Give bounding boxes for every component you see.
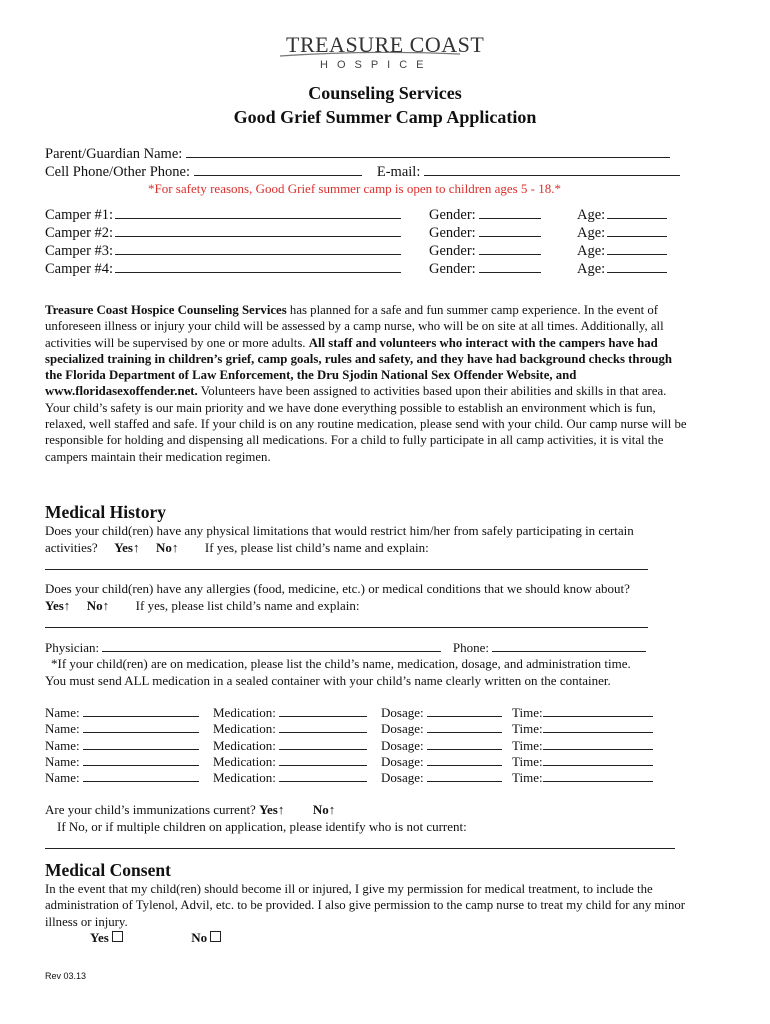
q2-yes[interactable]: Yes [45, 598, 64, 613]
camper-age-field[interactable] [607, 260, 667, 273]
camper-gender-label: Gender: [429, 261, 476, 277]
med-name-label: Name: [45, 705, 80, 720]
consent-text: In the event that my child(ren) should become ill or injured, I give my permission for medical treatment, to include the administration of Tylenol, Advil, etc. to be provided. I also give permission to the camp nurse to treat my child for any minor illness or injury. [45, 882, 685, 929]
q2-yes-marker[interactable]: ↑ [63, 598, 71, 613]
camper-age-field[interactable] [607, 206, 667, 219]
med-medication-label: Medication: [213, 770, 276, 786]
med-time-field[interactable] [543, 720, 653, 733]
camper-gender-field[interactable] [479, 206, 541, 219]
q1-activities: activities? [45, 540, 98, 555]
med-name-label: Name: [45, 770, 80, 786]
med-dosage-label: Dosage: [381, 770, 424, 786]
camper-gender-label: Gender: [429, 243, 476, 259]
logo [270, 28, 485, 76]
camper-age-label: Age: [577, 261, 606, 277]
consent-choices [90, 930, 221, 946]
med-note2: You must send ALL medication in a sealed container with your child’s name clearly written on the container. [45, 673, 611, 688]
med-name-field[interactable] [83, 720, 199, 733]
med-time-field[interactable] [543, 753, 653, 766]
camper-name-field[interactable] [115, 242, 401, 255]
camper-name-field[interactable] [115, 206, 401, 219]
med-time-label: Time: [512, 705, 543, 720]
camper-label: Camper #1: [45, 207, 114, 223]
q1-yes-marker[interactable]: ↑ [132, 540, 140, 555]
physician-phone-field[interactable] [492, 639, 646, 652]
safety-note: *For safety reasons, Good Grief summer camp is open to children ages 5 - 18.* [148, 181, 562, 196]
immunization-question: Are your child’s immunizations current? [45, 802, 256, 817]
med-dosage-field[interactable] [427, 769, 502, 782]
parent-label: Parent/Guardian Name: [45, 146, 183, 162]
consent-no-label: No [191, 930, 208, 945]
med-medication-label: Medication: [213, 753, 276, 769]
medical-history-heading: Medical History [45, 502, 167, 522]
medication-row [45, 704, 665, 721]
camper-row [45, 224, 685, 242]
camper-row [45, 206, 685, 224]
med-dosage-field[interactable] [427, 737, 502, 750]
q1-no[interactable]: No [155, 540, 172, 555]
phone-row [45, 163, 680, 181]
physician-row [45, 639, 646, 656]
medication-row [45, 769, 665, 786]
q1-no-marker[interactable]: ↑ [171, 540, 179, 555]
med-name-label: Name: [45, 753, 80, 769]
med-time-label: Time: [512, 770, 543, 786]
med-dosage-label: Dosage: [381, 721, 424, 737]
camper-age-field[interactable] [607, 224, 667, 237]
med-dosage-field[interactable] [427, 720, 502, 733]
med-medication-label: Medication: [213, 737, 276, 753]
q1-yes[interactable]: Yes [114, 540, 133, 555]
q1-line1: Does your child(ren) have any physical limitations that would restrict him/her from safely participating in certain [45, 523, 634, 538]
med-dosage-field[interactable] [427, 704, 502, 717]
med-time-field[interactable] [543, 769, 653, 782]
intro-paragraph [45, 302, 687, 465]
med-time-label: Time: [512, 753, 543, 769]
logo-name: TREASURE COAST [286, 32, 485, 57]
med-medication-label: Medication: [213, 705, 276, 720]
q2-no[interactable]: No [86, 598, 103, 613]
med-name-field[interactable] [83, 704, 199, 717]
immun-yes[interactable]: Yes [259, 802, 278, 817]
camper-age-label: Age: [577, 243, 606, 259]
phone-field[interactable] [194, 163, 362, 176]
camper-gender-field[interactable] [479, 224, 541, 237]
camper-age-field[interactable] [607, 242, 667, 255]
q2-no-marker[interactable]: ↑ [102, 598, 110, 613]
med-medication-label: Medication: [213, 721, 276, 737]
q2-line2 [45, 598, 360, 614]
q2-explain: If yes, please list child’s name and explain: [135, 598, 360, 613]
med-name-field[interactable] [83, 737, 199, 750]
med-name-field[interactable] [83, 769, 199, 782]
intro-text1: has planned for a safe and fun summer camp experience. In the event of unforeseen illness or injury your child will be assessed by a camp nurse, who will be on site at all times. Additionally, all activities will be supervised by one or more adults. [45, 303, 664, 350]
med-medication-field[interactable] [279, 704, 367, 717]
med-medication-field[interactable] [279, 720, 367, 733]
physician-label: Physician: [45, 640, 100, 655]
physician-field[interactable] [102, 639, 441, 652]
med-dosage-label: Dosage: [381, 753, 424, 769]
physician-phone-label: Phone: [452, 640, 490, 655]
med-medication-field[interactable] [279, 769, 367, 782]
medical-consent-heading: Medical Consent [45, 860, 171, 880]
camper-name-field[interactable] [115, 224, 401, 237]
med-medication-field[interactable] [279, 737, 367, 750]
parent-row [45, 145, 670, 163]
med-time-label: Time: [512, 737, 543, 753]
logo-sub: HOSPICE [320, 59, 433, 71]
parent-name-field[interactable] [186, 145, 670, 158]
consent-yes-checkbox[interactable] [112, 931, 123, 942]
q1-line2 [45, 540, 429, 556]
immunization-row [45, 802, 335, 818]
camper-age-label: Age: [577, 225, 606, 241]
med-dosage-label: Dosage: [381, 737, 424, 753]
revision-label: Rev 03.13 [45, 971, 87, 981]
phone-label: Cell Phone/Other Phone: [45, 164, 190, 180]
camper-gender-field[interactable] [479, 260, 541, 273]
email-field[interactable] [424, 163, 680, 176]
intro-staff: All staff and volunteers who interact with the campers have had specialized training in children’s grief, camp goals, rules and safety, and they have had background checks through the Florida Department of Law Enforcement, the Dru Sjodin National Sex Offender Website, and www.floridasexoffender.net. [45, 335, 672, 399]
title-line2: Good Grief Summer Camp Application [233, 107, 537, 127]
med-time-field[interactable] [543, 737, 653, 750]
camper-row [45, 242, 685, 260]
intro-org: Treasure Coast Hospice Counseling Services [45, 303, 287, 317]
immunization-note: If No, or if multiple children on application, please identify who is not current: [57, 819, 467, 834]
camper-label: Camper #2: [45, 225, 114, 241]
medication-row [45, 753, 665, 770]
immun-no-marker[interactable]: ↑ [328, 802, 336, 817]
med-name-label: Name: [45, 721, 80, 737]
q1-explain: If yes, please list child’s name and explain: [204, 540, 429, 555]
med-name-field[interactable] [83, 753, 199, 766]
med-time-label: Time: [512, 721, 543, 737]
med-medication-field[interactable] [279, 753, 367, 766]
camper-gender-label: Gender: [429, 225, 476, 241]
camper-age-label: Age: [577, 207, 606, 223]
med-dosage-field[interactable] [427, 753, 502, 766]
camper-gender-label: Gender: [429, 207, 476, 223]
camper-label: Camper #3: [45, 243, 114, 259]
immunization-answer-line[interactable] [45, 848, 675, 849]
camper-label: Camper #4: [45, 261, 114, 277]
med-dosage-label: Dosage: [381, 705, 424, 720]
med-name-label: Name: [45, 737, 80, 753]
medication-row [45, 737, 665, 754]
q2-line1: Does your child(ren) have any allergies (food, medicine, etc.) or medical conditions that we should know about? [45, 581, 630, 596]
email-label: E-mail: [376, 164, 421, 180]
consent-no-checkbox[interactable] [210, 931, 221, 942]
q2-answer-line[interactable] [45, 627, 648, 628]
camper-gender-field[interactable] [479, 242, 541, 255]
medication-row [45, 720, 665, 737]
immun-no[interactable]: No [312, 802, 329, 817]
intro-text2: Volunteers have been assigned to activities based upon their abilities and skills in that area. Your child’s safety is our main priority and we have done everything possible to establish an environment which is fun, relaxed, well staffed and safe. If your child is on any routine medication, please send with your child. Our camp nurse will be responsible for holding and dispensing all medications. For a child to fully participate in all camp activities, it is vital the campers maintain their medication regimen. [45, 384, 687, 464]
immun-yes-marker[interactable]: ↑ [277, 802, 285, 817]
med-time-field[interactable] [543, 704, 653, 717]
title-line1: Counseling Services [308, 83, 462, 103]
camper-row [45, 260, 685, 278]
consent-yes-label: Yes [90, 930, 109, 945]
med-note1: *If your child(ren) are on medication, please list the child’s name, medication, dosage, and administration time. [51, 656, 631, 671]
camper-name-field[interactable] [115, 260, 401, 273]
q1-answer-line[interactable] [45, 569, 648, 570]
